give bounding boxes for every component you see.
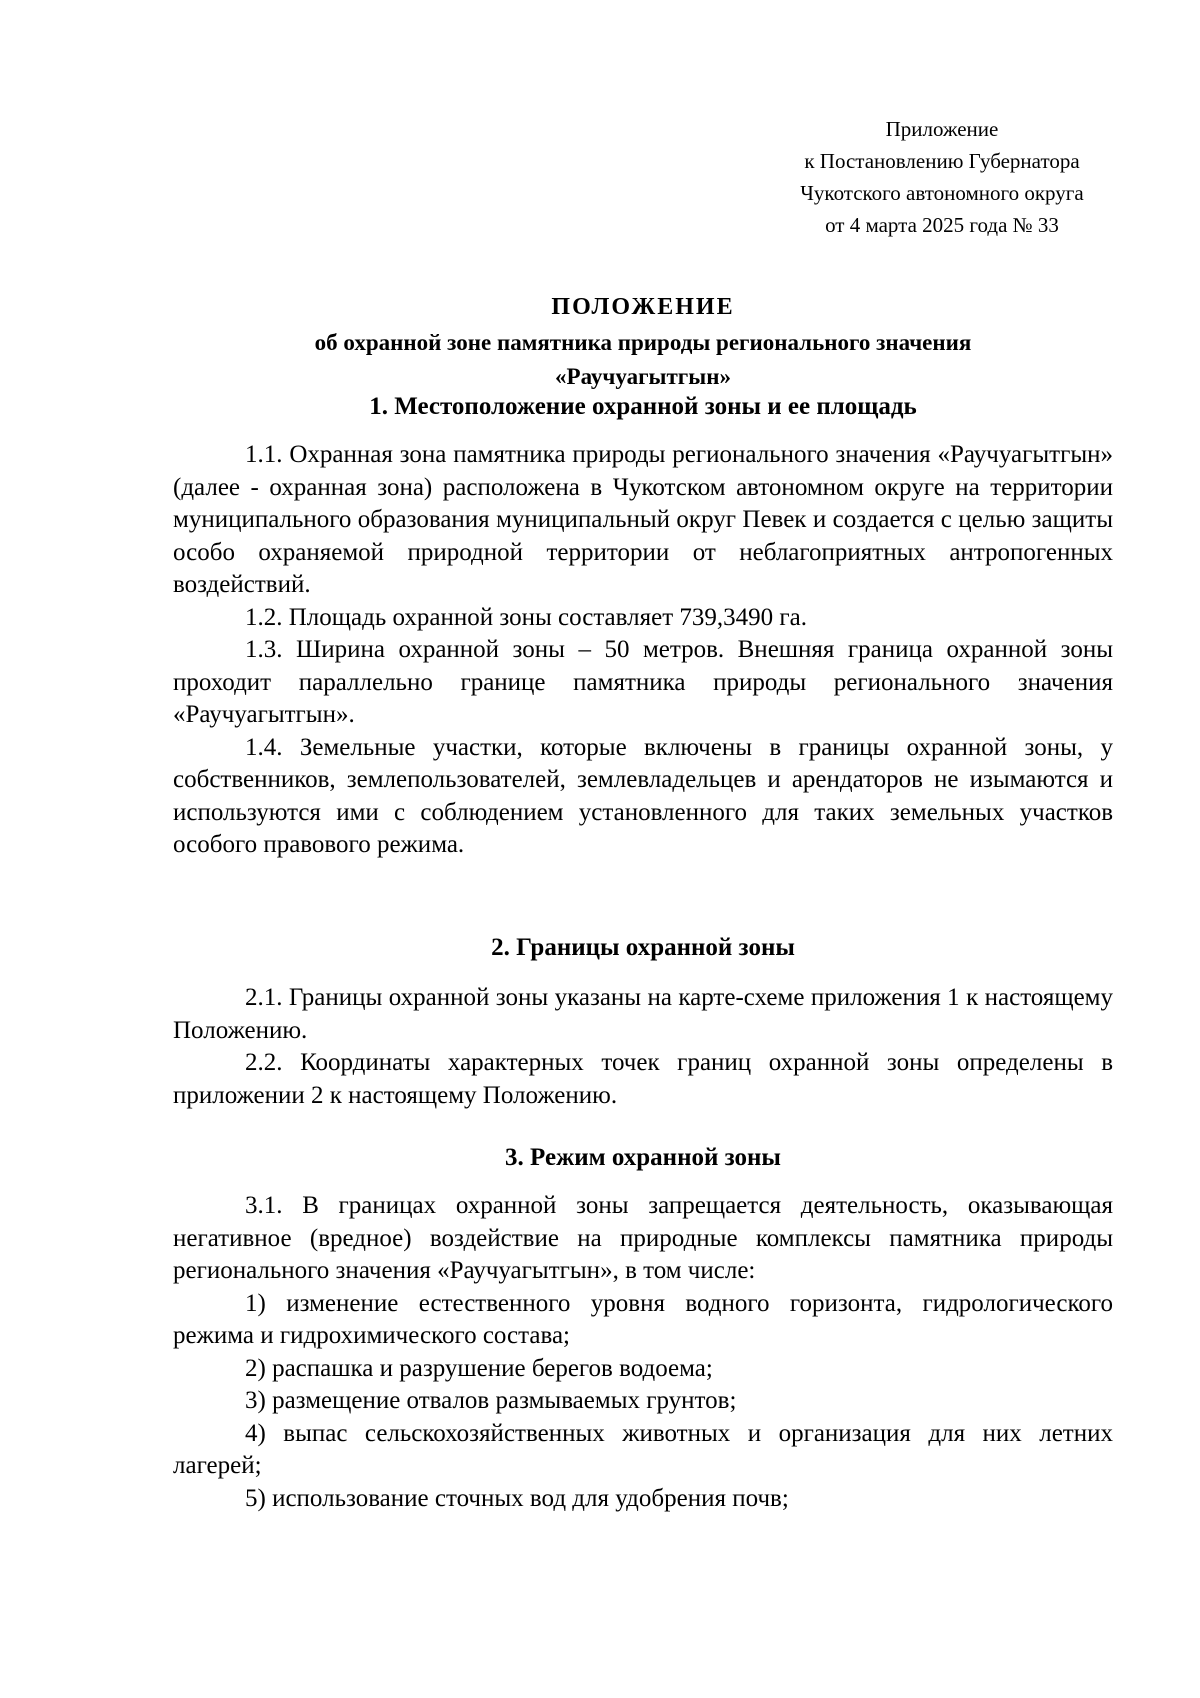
appendix-line: от 4 марта 2025 года № 33 [825,213,1059,237]
paragraph-1-1: 1.1. Охранная зона памятника природы регионального значения «Раучуагытгын» (далее - охранная зона) расположена в Чукотском автономном округе на территории муниципального образования муниципальный округ Певек и создается с целью защиты особо охраняемой природной территории от неблагоприятных антропогенных воздействий. [173,441,1113,598]
list-item-3: 3) размещение отвалов размываемых грунтов; [245,1387,737,1414]
section-1-body [173,439,1113,862]
title-subtitle-line1: об охранной зоне памятника природы регионального значения [314,330,972,355]
section-2-body [173,982,1113,1112]
paragraph-1-2: 1.2. Площадь охранной зоны составляет 739,3490 га. [245,603,807,631]
section-1-heading: 1. Местоположение охранной зоны и ее площадь [369,393,917,420]
section-3-heading: 3. Режим охранной зоны [505,1144,781,1171]
paragraph-1-4: 1.4. Земельные участки, которые включены в границы охранной зоны, у собственников, землепользователей, землевладельцев и арендаторов не изымаются и используются ими с соблюдением установленного для таких земельных участков особого правового режима. [173,733,1113,858]
section-2-heading: 2. Границы охранной зоны [491,934,795,961]
document-title [173,290,1113,394]
list-item-2: 2) распашка и разрушение берегов водоема; [245,1354,713,1382]
appendix-line: Чукотского автономного округа [800,181,1084,205]
title-subtitle-line2: «Раучуагытгын» [555,364,731,389]
list-item-4: 4) выпас сельскохозяйственных животных и организация для них летних лагерей; [173,1419,1113,1479]
paragraph-3-1: 3.1. В границах охранной зоны запрещается деятельность, оказывающая негативное (вредное) воздействие на природные комплексы памятника природы регионального значения «Раучуагытгын», в том числе: [173,1192,1113,1284]
title-main: ПОЛОЖЕНИЕ [551,294,735,320]
list-item-5: 5) использование сточных вод для удобрения почв; [245,1484,789,1512]
appendix-reference [782,113,1102,241]
appendix-line: Приложение [885,117,999,141]
paragraph-1-3: 1.3. Ширина охранной зоны – 50 метров. Внешняя граница охранной зоны проходит параллельно границе памятника природы регионального значения «Раучуагытгын». [173,636,1113,728]
paragraph-2-1: 2.1. Границы охранной зоны указаны на карте-схеме приложения 1 к настоящему Положению. [173,984,1113,1044]
section-3-body [173,1190,1113,1515]
list-item-1: 1) изменение естественного уровня водного горизонта, гидрологического режима и гидрохимического состава; [173,1289,1113,1349]
appendix-line: к Постановлению Губернатора [804,149,1080,173]
paragraph-2-2: 2.2. Координаты характерных точек границ охранной зоны определены в приложении 2 к настоящему Положению. [173,1049,1113,1109]
